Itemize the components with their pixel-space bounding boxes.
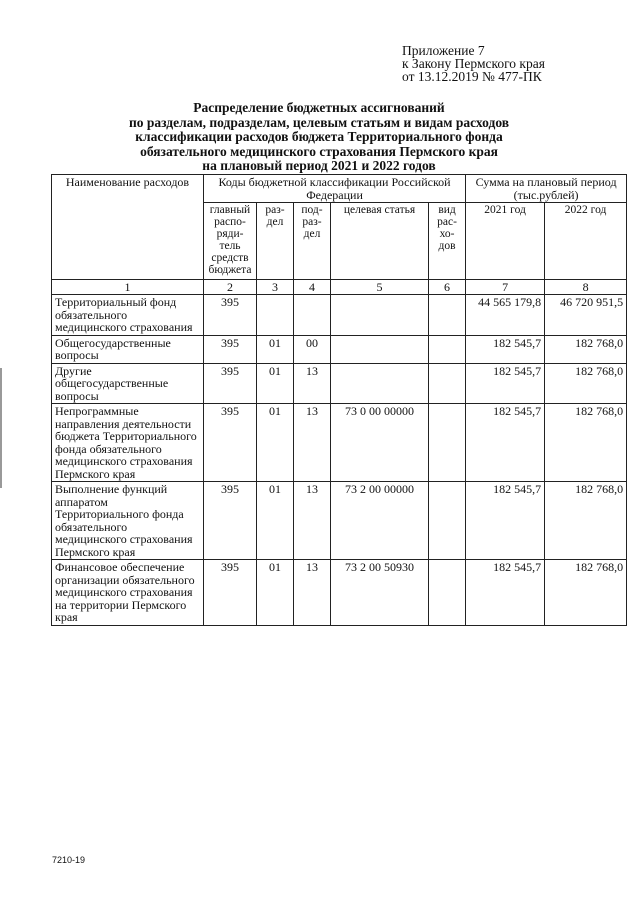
appendix-line-3: от 13.12.2019 № 477-ПК <box>402 69 542 84</box>
row-sum-2021: 182 545,7 <box>466 335 545 363</box>
row-section: 01 <box>257 335 294 363</box>
table-row <box>52 295 627 336</box>
row-main-manager: 395 <box>204 482 257 560</box>
column-number: 5 <box>331 280 429 295</box>
row-sum-2021: 182 545,7 <box>466 482 545 560</box>
header-subsection: под-раз-дел <box>294 203 331 280</box>
row-name: Финансовое обеспечение организации обязательного медицинского страхования на территории Пермского края <box>52 560 204 626</box>
table-row <box>52 404 627 482</box>
column-number: 3 <box>257 280 294 295</box>
row-subsection <box>294 295 331 336</box>
row-target <box>331 295 429 336</box>
row-subsection: 13 <box>294 363 331 404</box>
row-subsection: 13 <box>294 404 331 482</box>
row-section: 01 <box>257 560 294 626</box>
title-line-2: по разделам, подразделам, целевым статьям и видам расходов <box>128 114 510 130</box>
appendix-line-1: Приложение 7 <box>402 43 485 58</box>
header-main-manager: главный распо-ряди-тель средств бюджета <box>204 203 257 280</box>
document-code: 7210-19 <box>52 855 86 865</box>
row-sum-2022: 182 768,0 <box>545 363 627 404</box>
row-target: 73 0 00 00000 <box>331 404 429 482</box>
row-subsection: 00 <box>294 335 331 363</box>
row-expense-type <box>429 363 466 404</box>
row-expense-type <box>429 295 466 336</box>
appendix-line-2: к Закону Пермского края <box>402 56 545 71</box>
title-line-1: Распределение бюджетных ассигнований <box>193 100 445 115</box>
row-main-manager: 395 <box>204 560 257 626</box>
header-codes: Коды бюджетной классификации Российской Федерации <box>204 175 466 203</box>
header-sum: Сумма на плановый период (тыс.рублей) <box>466 175 627 203</box>
row-section: 01 <box>257 404 294 482</box>
column-number: 1 <box>52 280 204 295</box>
table-row <box>52 363 627 404</box>
row-name: Выполнение функций аппаратом Территориального фонда обязательного медицинского страхования Пермского края <box>52 482 204 560</box>
row-target <box>331 335 429 363</box>
header-year-1: 2021 год <box>466 203 545 280</box>
row-name: Другие общегосударственные вопросы <box>52 363 204 404</box>
row-section: 01 <box>257 482 294 560</box>
row-sum-2021: 182 545,7 <box>466 363 545 404</box>
row-name: Территориальный фонд обязательного медицинского страхования <box>52 295 204 336</box>
column-number: 4 <box>294 280 331 295</box>
row-main-manager: 395 <box>204 363 257 404</box>
scan-edge-mark <box>0 368 2 488</box>
column-number: 7 <box>466 280 545 295</box>
document-title <box>52 101 586 174</box>
row-section <box>257 295 294 336</box>
row-expense-type <box>429 404 466 482</box>
row-main-manager: 395 <box>204 404 257 482</box>
header-section: раз-дел <box>257 203 294 280</box>
row-target <box>331 363 429 404</box>
title-line-3: классификации расходов бюджета Территориального фонда <box>135 129 503 144</box>
table-row <box>52 560 627 626</box>
row-sum-2022: 46 720 951,5 <box>545 295 627 336</box>
row-expense-type <box>429 482 466 560</box>
column-number: 6 <box>429 280 466 295</box>
row-main-manager: 395 <box>204 295 257 336</box>
row-target: 73 2 00 00000 <box>331 482 429 560</box>
row-main-manager: 395 <box>204 335 257 363</box>
row-expense-type <box>429 335 466 363</box>
header-year-2: 2022 год <box>545 203 627 280</box>
row-sum-2021: 182 545,7 <box>466 404 545 482</box>
row-expense-type <box>429 560 466 626</box>
row-target: 73 2 00 50930 <box>331 560 429 626</box>
table-row <box>52 335 627 363</box>
row-sum-2022: 182 768,0 <box>545 560 627 626</box>
row-name: Общегосударственные вопросы <box>52 335 204 363</box>
row-sum-2022: 182 768,0 <box>545 404 627 482</box>
row-section: 01 <box>257 363 294 404</box>
budget-table <box>51 174 627 626</box>
row-sum-2022: 182 768,0 <box>545 482 627 560</box>
row-sum-2022: 182 768,0 <box>545 335 627 363</box>
row-subsection: 13 <box>294 560 331 626</box>
row-name: Непрограммные направления деятельности бюджета Территориального фонда обязательного медицинского страхования Пермского края <box>52 404 204 482</box>
column-numbers-row <box>52 280 627 295</box>
header-name: Наименование расходов <box>52 175 204 280</box>
column-number: 8 <box>545 280 627 295</box>
title-line-5: на плановый период 2021 и 2022 годов <box>202 158 436 173</box>
column-number: 2 <box>204 280 257 295</box>
title-line-4: обязательного медицинского страхования Пермского края <box>140 143 498 159</box>
header-target: целевая статья <box>331 203 429 280</box>
row-sum-2021: 182 545,7 <box>466 560 545 626</box>
row-subsection: 13 <box>294 482 331 560</box>
row-sum-2021: 44 565 179,8 <box>466 295 545 336</box>
table-row <box>52 482 627 560</box>
appendix-note <box>402 44 545 83</box>
header-expense-type: вид рас-хо-дов <box>429 203 466 280</box>
